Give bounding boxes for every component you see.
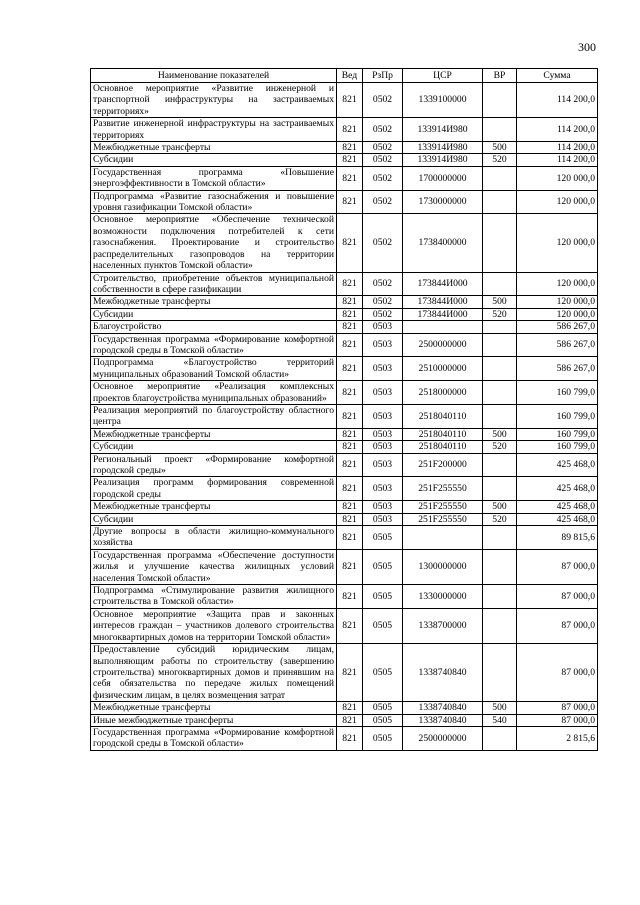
cell-sum: 160 799,0 — [517, 381, 598, 405]
cell-rzpr: 0503 — [363, 501, 403, 513]
cell-ved: 821 — [337, 644, 363, 702]
table-row — [91, 404, 598, 428]
cell-ved: 821 — [337, 513, 363, 525]
cell-name: Межбюджетные трансферты — [91, 428, 337, 440]
cell-csr: 2500000000 — [403, 726, 483, 750]
cell-vr — [483, 166, 517, 190]
cell-vr — [483, 453, 517, 477]
cell-rzpr: 0503 — [363, 428, 403, 440]
table-row — [91, 428, 598, 440]
table-row — [91, 453, 598, 477]
cell-rzpr: 0502 — [363, 214, 403, 272]
cell-vr — [483, 214, 517, 272]
cell-vr — [483, 321, 517, 333]
cell-name: Региональный проект «Формирование комфортной городской среды» — [91, 453, 337, 477]
cell-ved: 821 — [337, 381, 363, 405]
cell-ved: 821 — [337, 526, 363, 550]
cell-csr: 251F255550 — [403, 501, 483, 513]
cell-rzpr: 0502 — [363, 272, 403, 296]
table-row — [91, 608, 598, 643]
cell-csr: 251F255550 — [403, 477, 483, 501]
table-row — [91, 296, 598, 308]
cell-csr — [403, 321, 483, 333]
cell-sum: 425 468,0 — [517, 513, 598, 525]
table-row — [91, 214, 598, 272]
cell-vr — [483, 526, 517, 550]
cell-rzpr: 0503 — [363, 513, 403, 525]
cell-sum: 87 000,0 — [517, 702, 598, 714]
cell-rzpr: 0503 — [363, 381, 403, 405]
table-row — [91, 513, 598, 525]
column-header-sum: Сумма — [517, 69, 598, 83]
cell-sum: 160 799,0 — [517, 428, 598, 440]
cell-vr: 520 — [483, 513, 517, 525]
cell-ved: 821 — [337, 333, 363, 357]
cell-ved: 821 — [337, 714, 363, 726]
cell-csr: 1338740840 — [403, 702, 483, 714]
cell-sum: 114 200,0 — [517, 83, 598, 118]
table-row — [91, 118, 598, 142]
cell-csr: 251F255550 — [403, 513, 483, 525]
cell-name: Реализация программ формирования современной городской среды — [91, 477, 337, 501]
cell-ved: 821 — [337, 321, 363, 333]
cell-sum: 586 267,0 — [517, 333, 598, 357]
cell-name: Межбюджетные трансферты — [91, 702, 337, 714]
cell-sum: 160 799,0 — [517, 404, 598, 428]
table-row — [91, 381, 598, 405]
cell-vr — [483, 83, 517, 118]
cell-name: Подпрограмма «Развитие газоснабжения и повышение уровня газификации Томской области» — [91, 190, 337, 214]
cell-vr: 520 — [483, 308, 517, 320]
table-row — [91, 726, 598, 750]
cell-csr: 2518040110 — [403, 404, 483, 428]
cell-ved: 821 — [337, 453, 363, 477]
table-row — [91, 166, 598, 190]
cell-name: Государственная программа «Формирование комфортной городской среды в Томской области» — [91, 726, 337, 750]
cell-sum: 425 468,0 — [517, 501, 598, 513]
cell-name: Основное мероприятие «Развитие инженерной и транспортной инфраструктуры на застраиваемых территориях» — [91, 83, 337, 118]
cell-vr — [483, 585, 517, 609]
cell-vr — [483, 381, 517, 405]
cell-name: Субсидии — [91, 441, 337, 453]
cell-vr: 500 — [483, 702, 517, 714]
cell-sum: 114 200,0 — [517, 118, 598, 142]
cell-ved: 821 — [337, 549, 363, 584]
table-row — [91, 441, 598, 453]
cell-vr: 500 — [483, 296, 517, 308]
cell-vr — [483, 190, 517, 214]
cell-sum: 586 267,0 — [517, 357, 598, 381]
cell-sum: 114 200,0 — [517, 142, 598, 154]
cell-ved: 821 — [337, 357, 363, 381]
cell-ved: 821 — [337, 166, 363, 190]
cell-sum: 2 815,6 — [517, 726, 598, 750]
column-header-name: Наименование показателей — [91, 69, 337, 83]
cell-vr — [483, 118, 517, 142]
cell-vr — [483, 333, 517, 357]
cell-ved: 821 — [337, 296, 363, 308]
table-row — [91, 83, 598, 118]
cell-ved: 821 — [337, 272, 363, 296]
cell-vr — [483, 272, 517, 296]
cell-rzpr: 0505 — [363, 714, 403, 726]
cell-vr — [483, 608, 517, 643]
cell-name: Государственная программа «Формирование комфортной городской среды в Томской области» — [91, 333, 337, 357]
cell-sum: 87 000,0 — [517, 714, 598, 726]
column-header-csr: ЦСР — [403, 69, 483, 83]
cell-rzpr: 0503 — [363, 404, 403, 428]
cell-csr: 133914И980 — [403, 118, 483, 142]
cell-sum: 87 000,0 — [517, 644, 598, 702]
cell-ved: 821 — [337, 608, 363, 643]
table-row — [91, 272, 598, 296]
cell-rzpr: 0502 — [363, 154, 403, 166]
table-body — [91, 83, 598, 751]
cell-sum: 120 000,0 — [517, 166, 598, 190]
table-row — [91, 321, 598, 333]
cell-ved: 821 — [337, 308, 363, 320]
cell-rzpr: 0502 — [363, 308, 403, 320]
cell-vr — [483, 549, 517, 584]
table-row — [91, 526, 598, 550]
cell-rzpr: 0505 — [363, 526, 403, 550]
cell-name: Иные межбюджетные трансферты — [91, 714, 337, 726]
cell-ved: 821 — [337, 501, 363, 513]
cell-csr: 173844И000 — [403, 296, 483, 308]
column-header-ved: Вед — [337, 69, 363, 83]
cell-ved: 821 — [337, 83, 363, 118]
cell-rzpr: 0505 — [363, 549, 403, 584]
cell-sum: 160 799,0 — [517, 441, 598, 453]
cell-vr — [483, 404, 517, 428]
cell-sum: 425 468,0 — [517, 477, 598, 501]
table-row — [91, 702, 598, 714]
cell-rzpr: 0502 — [363, 190, 403, 214]
cell-csr: 173844И000 — [403, 272, 483, 296]
cell-sum: 120 000,0 — [517, 308, 598, 320]
cell-sum: 425 468,0 — [517, 453, 598, 477]
cell-name: Межбюджетные трансферты — [91, 296, 337, 308]
table-row — [91, 154, 598, 166]
table-row — [91, 142, 598, 154]
cell-name: Субсидии — [91, 308, 337, 320]
cell-vr: 500 — [483, 428, 517, 440]
cell-vr — [483, 477, 517, 501]
cell-sum: 120 000,0 — [517, 214, 598, 272]
table-row — [91, 501, 598, 513]
cell-name: Предоставление субсидий юридическим лицам, выполняющим работы по строительству (завершению строительства) многоквартирных домов и принявшим на себя обязательства по передаче жилых помещений физическим лицам, в целях возмещения затрат — [91, 644, 337, 702]
cell-csr: 2510000000 — [403, 357, 483, 381]
column-header-vr: ВР — [483, 69, 517, 83]
cell-name: Реализация мероприятий по благоустройству областного центра — [91, 404, 337, 428]
cell-rzpr: 0503 — [363, 441, 403, 453]
cell-ved: 821 — [337, 190, 363, 214]
cell-csr: 251F200000 — [403, 453, 483, 477]
cell-sum: 87 000,0 — [517, 585, 598, 609]
cell-name: Строительство, приобретение объектов муниципальной собственности в сфере газификации — [91, 272, 337, 296]
cell-sum: 586 267,0 — [517, 321, 598, 333]
cell-name: Межбюджетные трансферты — [91, 142, 337, 154]
cell-ved: 821 — [337, 428, 363, 440]
cell-csr: 1339100000 — [403, 83, 483, 118]
cell-sum: 120 000,0 — [517, 190, 598, 214]
cell-sum: 120 000,0 — [517, 272, 598, 296]
cell-ved: 821 — [337, 214, 363, 272]
cell-ved: 821 — [337, 118, 363, 142]
cell-rzpr: 0502 — [363, 118, 403, 142]
cell-name: Благоустройство — [91, 321, 337, 333]
cell-vr: 540 — [483, 714, 517, 726]
cell-name: Основное мероприятие «Защита прав и законных интересов граждан – участников долевого строительства многоквартирных домов на территории Томской области» — [91, 608, 337, 643]
cell-sum: 89 815,6 — [517, 526, 598, 550]
cell-rzpr: 0505 — [363, 585, 403, 609]
page-number: 300 — [578, 40, 596, 54]
cell-vr — [483, 726, 517, 750]
cell-vr: 520 — [483, 441, 517, 453]
cell-csr: 173844И000 — [403, 308, 483, 320]
cell-name: Развитие инженерной инфраструктуры на застраиваемых территориях — [91, 118, 337, 142]
table-row — [91, 644, 598, 702]
cell-ved: 821 — [337, 441, 363, 453]
table-row — [91, 308, 598, 320]
cell-csr: 1700000000 — [403, 166, 483, 190]
cell-name: Основное мероприятие «Реализация комплексных проектов благоустройства муниципальных образований» — [91, 381, 337, 405]
cell-name: Субсидии — [91, 154, 337, 166]
cell-ved: 821 — [337, 477, 363, 501]
cell-vr: 520 — [483, 154, 517, 166]
cell-ved: 821 — [337, 702, 363, 714]
cell-rzpr: 0502 — [363, 166, 403, 190]
table-row — [91, 357, 598, 381]
cell-rzpr: 0503 — [363, 333, 403, 357]
cell-rzpr: 0505 — [363, 726, 403, 750]
cell-csr: 133914И980 — [403, 142, 483, 154]
cell-rzpr: 0502 — [363, 83, 403, 118]
cell-name: Межбюджетные трансферты — [91, 501, 337, 513]
cell-vr: 500 — [483, 142, 517, 154]
table-row — [91, 585, 598, 609]
cell-csr: 1338700000 — [403, 608, 483, 643]
cell-csr: 2518040110 — [403, 428, 483, 440]
table-header-row — [91, 69, 598, 83]
cell-sum: 87 000,0 — [517, 549, 598, 584]
cell-ved: 821 — [337, 154, 363, 166]
cell-ved: 821 — [337, 585, 363, 609]
cell-csr: 2518040110 — [403, 441, 483, 453]
cell-rzpr: 0503 — [363, 357, 403, 381]
cell-vr — [483, 644, 517, 702]
table-row — [91, 714, 598, 726]
table-row — [91, 190, 598, 214]
cell-rzpr: 0505 — [363, 644, 403, 702]
cell-rzpr: 0505 — [363, 608, 403, 643]
cell-sum: 120 000,0 — [517, 296, 598, 308]
column-header-rzpr: РзПр — [363, 69, 403, 83]
cell-rzpr: 0503 — [363, 321, 403, 333]
table-row — [91, 549, 598, 584]
cell-csr: 1730000000 — [403, 190, 483, 214]
cell-csr: 2518000000 — [403, 381, 483, 405]
budget-table — [90, 68, 598, 751]
cell-csr: 1338740840 — [403, 714, 483, 726]
cell-name: Основное мероприятие «Обеспечение технической возможности подключения потребителей к сети газоснабжения. Проектирование и строительство распределительных газопроводов на территории населенных пунктов Томской области» — [91, 214, 337, 272]
cell-name: Другие вопросы в области жилищно-коммунального хозяйства — [91, 526, 337, 550]
cell-ved: 821 — [337, 404, 363, 428]
cell-sum: 87 000,0 — [517, 608, 598, 643]
cell-name: Государственная программа «Обеспечение доступности жилья и улучшение качества жилищных условий населения Томской области» — [91, 549, 337, 584]
cell-csr — [403, 526, 483, 550]
cell-name: Государственная программа «Повышение энергоэффективности в Томской области» — [91, 166, 337, 190]
cell-ved: 821 — [337, 726, 363, 750]
cell-name: Подпрограмма «Стимулирование развития жилищного строительства в Томской области» — [91, 585, 337, 609]
cell-csr: 1738400000 — [403, 214, 483, 272]
cell-ved: 821 — [337, 142, 363, 154]
cell-vr: 500 — [483, 501, 517, 513]
cell-rzpr: 0502 — [363, 142, 403, 154]
cell-vr — [483, 357, 517, 381]
cell-csr: 1300000000 — [403, 549, 483, 584]
cell-name: Подпрограмма «Благоустройство территорий муниципальных образований Томской области» — [91, 357, 337, 381]
cell-sum: 114 200,0 — [517, 154, 598, 166]
cell-rzpr: 0502 — [363, 296, 403, 308]
table-row — [91, 477, 598, 501]
cell-rzpr: 0503 — [363, 453, 403, 477]
cell-csr: 133914И980 — [403, 154, 483, 166]
table-row — [91, 333, 598, 357]
cell-rzpr: 0503 — [363, 477, 403, 501]
cell-csr: 1338740840 — [403, 644, 483, 702]
cell-csr: 1330000000 — [403, 585, 483, 609]
cell-name: Субсидии — [91, 513, 337, 525]
cell-csr: 2500000000 — [403, 333, 483, 357]
cell-rzpr: 0505 — [363, 702, 403, 714]
